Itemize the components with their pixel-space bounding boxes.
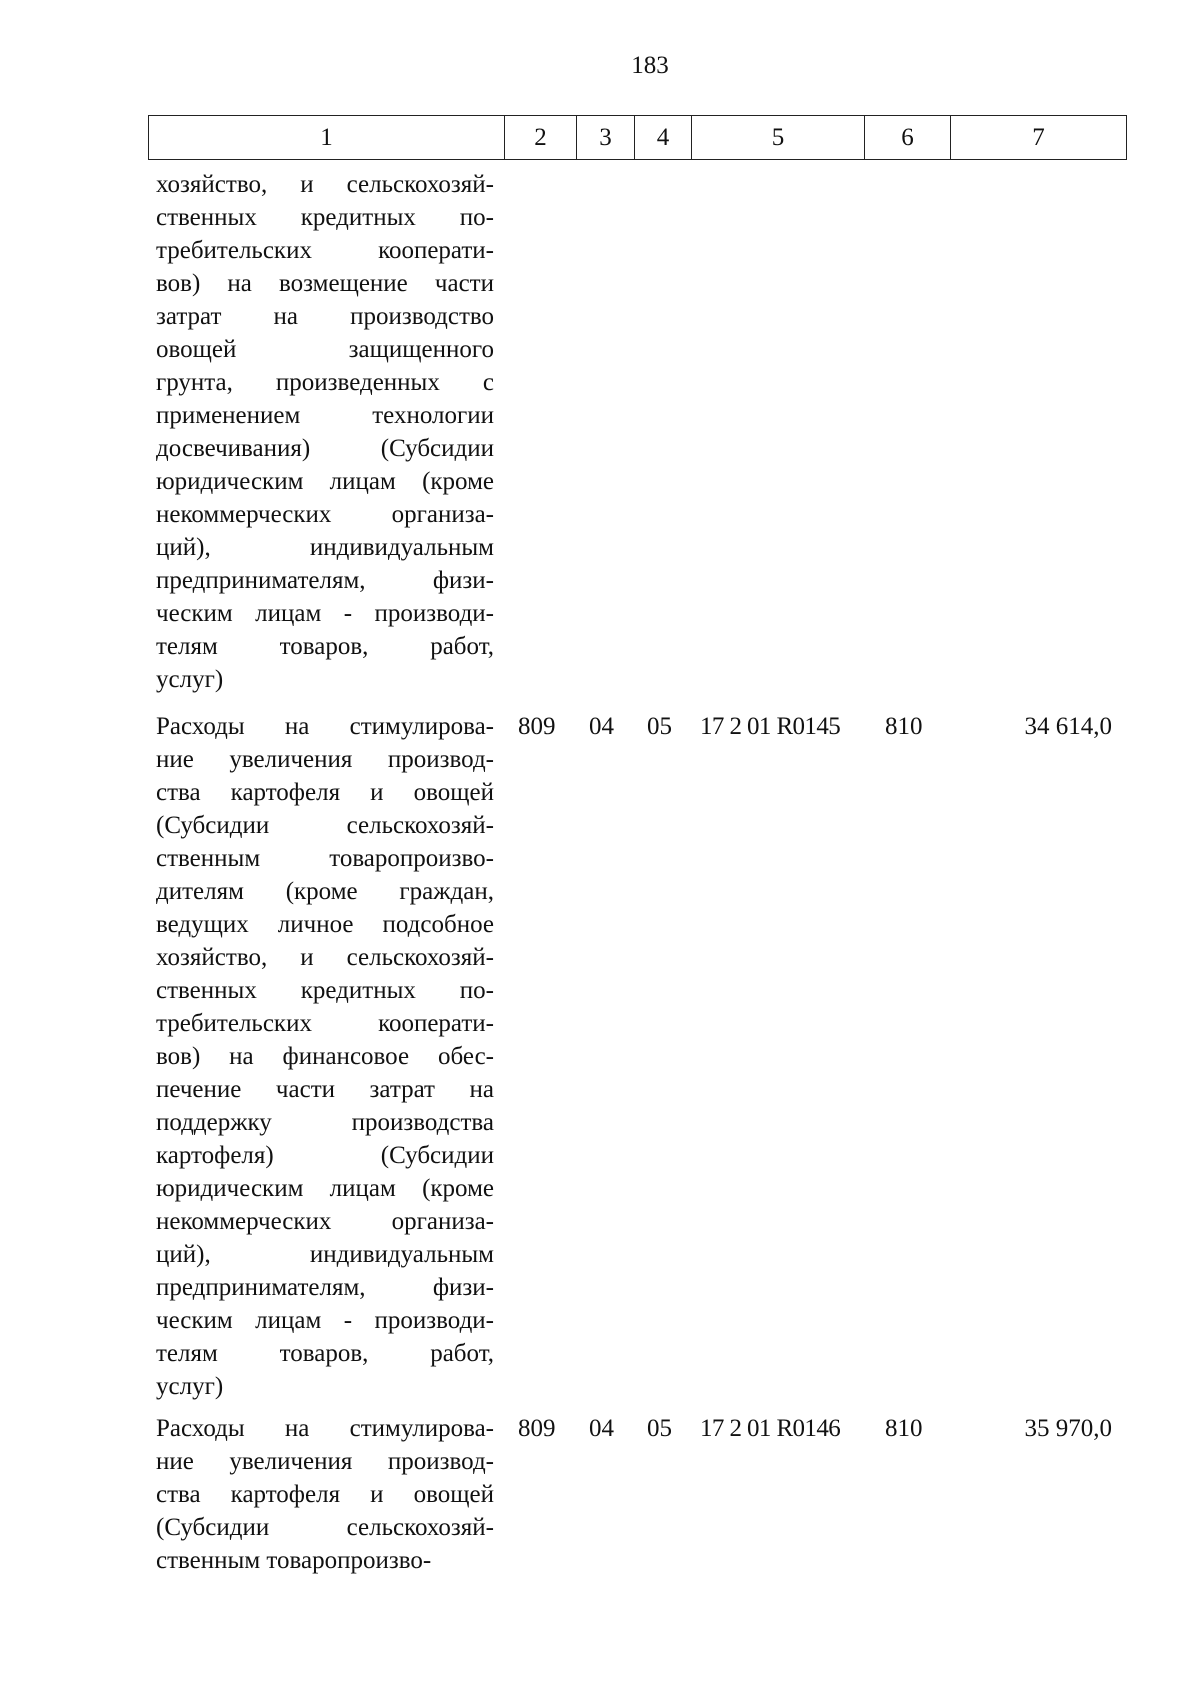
cell-col-7: 35 970,0 [1024, 1415, 1112, 1442]
cell-col-2: 809 [518, 1415, 556, 1442]
description-line: ства картофеля и овощей [156, 1481, 494, 1508]
description-line: ведущих личное подсобное [156, 911, 494, 938]
description-line: ние увеличения производ- [156, 1448, 494, 1475]
description-line: затрат на производство [156, 303, 494, 330]
description-line: требительских кооперати- [156, 237, 494, 264]
cell-col-6: 810 [885, 713, 923, 740]
header-col-5: 5 [691, 116, 864, 159]
description-line: Расходы на стимулирова- [156, 1415, 494, 1442]
description-line: картофеля) (Субсидии [156, 1142, 494, 1169]
description-line: (Субсидии сельскохозяй- [156, 1514, 494, 1541]
cell-col-4: 05 [647, 1415, 672, 1442]
cell-col-5: 17 2 01 R0146 [700, 1415, 841, 1442]
header-col-3: 3 [576, 116, 634, 159]
description-line: ций), индивидуальным [156, 534, 494, 561]
row-description [156, 168, 494, 696]
description-line: телям товаров, работ, [156, 1340, 494, 1367]
description-line: ние увеличения производ- [156, 746, 494, 773]
cell-col-4: 05 [647, 713, 672, 740]
description-line: (Субсидии сельскохозяй- [156, 812, 494, 839]
description-line: ственным товаропроизво- [156, 845, 494, 872]
description-line: телям товаров, работ, [156, 633, 494, 660]
cell-col-2: 809 [518, 713, 556, 740]
description-line: юридическим лицам (кроме [156, 468, 494, 495]
description-line: дителям (кроме граждан, [156, 878, 494, 905]
description-line: ций), индивидуальным [156, 1241, 494, 1268]
description-line: ственных кредитных по- [156, 977, 494, 1004]
header-col-1: 1 [320, 123, 333, 151]
description-line: вов) на финансовое обес- [156, 1043, 494, 1070]
description-line: ственным товаропроизво- [156, 1547, 432, 1574]
description-line: вов) на возмещение части [156, 270, 494, 297]
description-line: предпринимателям, физи- [156, 1274, 494, 1301]
description-line: хозяйство, и сельскохозяй- [156, 171, 494, 198]
cell-col-5: 17 2 01 R0145 [700, 713, 841, 740]
row-description [156, 710, 494, 1403]
description-line: поддержку производства [156, 1109, 494, 1136]
header-col-4: 4 [634, 116, 691, 159]
description-line: хозяйство, и сельскохозяй- [156, 944, 494, 971]
description-line: ческим лицам - производи- [156, 1307, 494, 1334]
description-line: некоммерческих организа- [156, 1208, 494, 1235]
description-line: некоммерческих организа- [156, 501, 494, 528]
table-header-row [148, 115, 1127, 160]
cell-col-3: 04 [589, 1415, 614, 1442]
header-col-7: 7 [950, 116, 1126, 159]
description-line: ства картофеля и овощей [156, 779, 494, 806]
description-line: грунта, произведенных с [156, 369, 494, 396]
description-line: овощей защищенного [156, 336, 494, 363]
description-line: ческим лицам - производи- [156, 600, 494, 627]
description-line: досвечивания) (Субсидии [156, 435, 494, 462]
page-number: 183 [631, 52, 669, 79]
description-line: применением технологии [156, 402, 494, 429]
cell-col-7: 34 614,0 [1024, 713, 1112, 740]
description-line: требительских кооперати- [156, 1010, 494, 1037]
description-line: услуг) [156, 1373, 224, 1400]
header-col-6: 6 [864, 116, 950, 159]
header-col-2: 2 [504, 116, 576, 159]
description-line: ственных кредитных по- [156, 204, 494, 231]
row-description [156, 1412, 494, 1577]
description-line: предпринимателям, физи- [156, 567, 494, 594]
description-line: услуг) [156, 666, 224, 693]
description-line: юридическим лицам (кроме [156, 1175, 494, 1202]
cell-col-3: 04 [589, 713, 614, 740]
description-line: Расходы на стимулирова- [156, 713, 494, 740]
description-line: печение части затрат на [156, 1076, 494, 1103]
cell-col-6: 810 [885, 1415, 923, 1442]
